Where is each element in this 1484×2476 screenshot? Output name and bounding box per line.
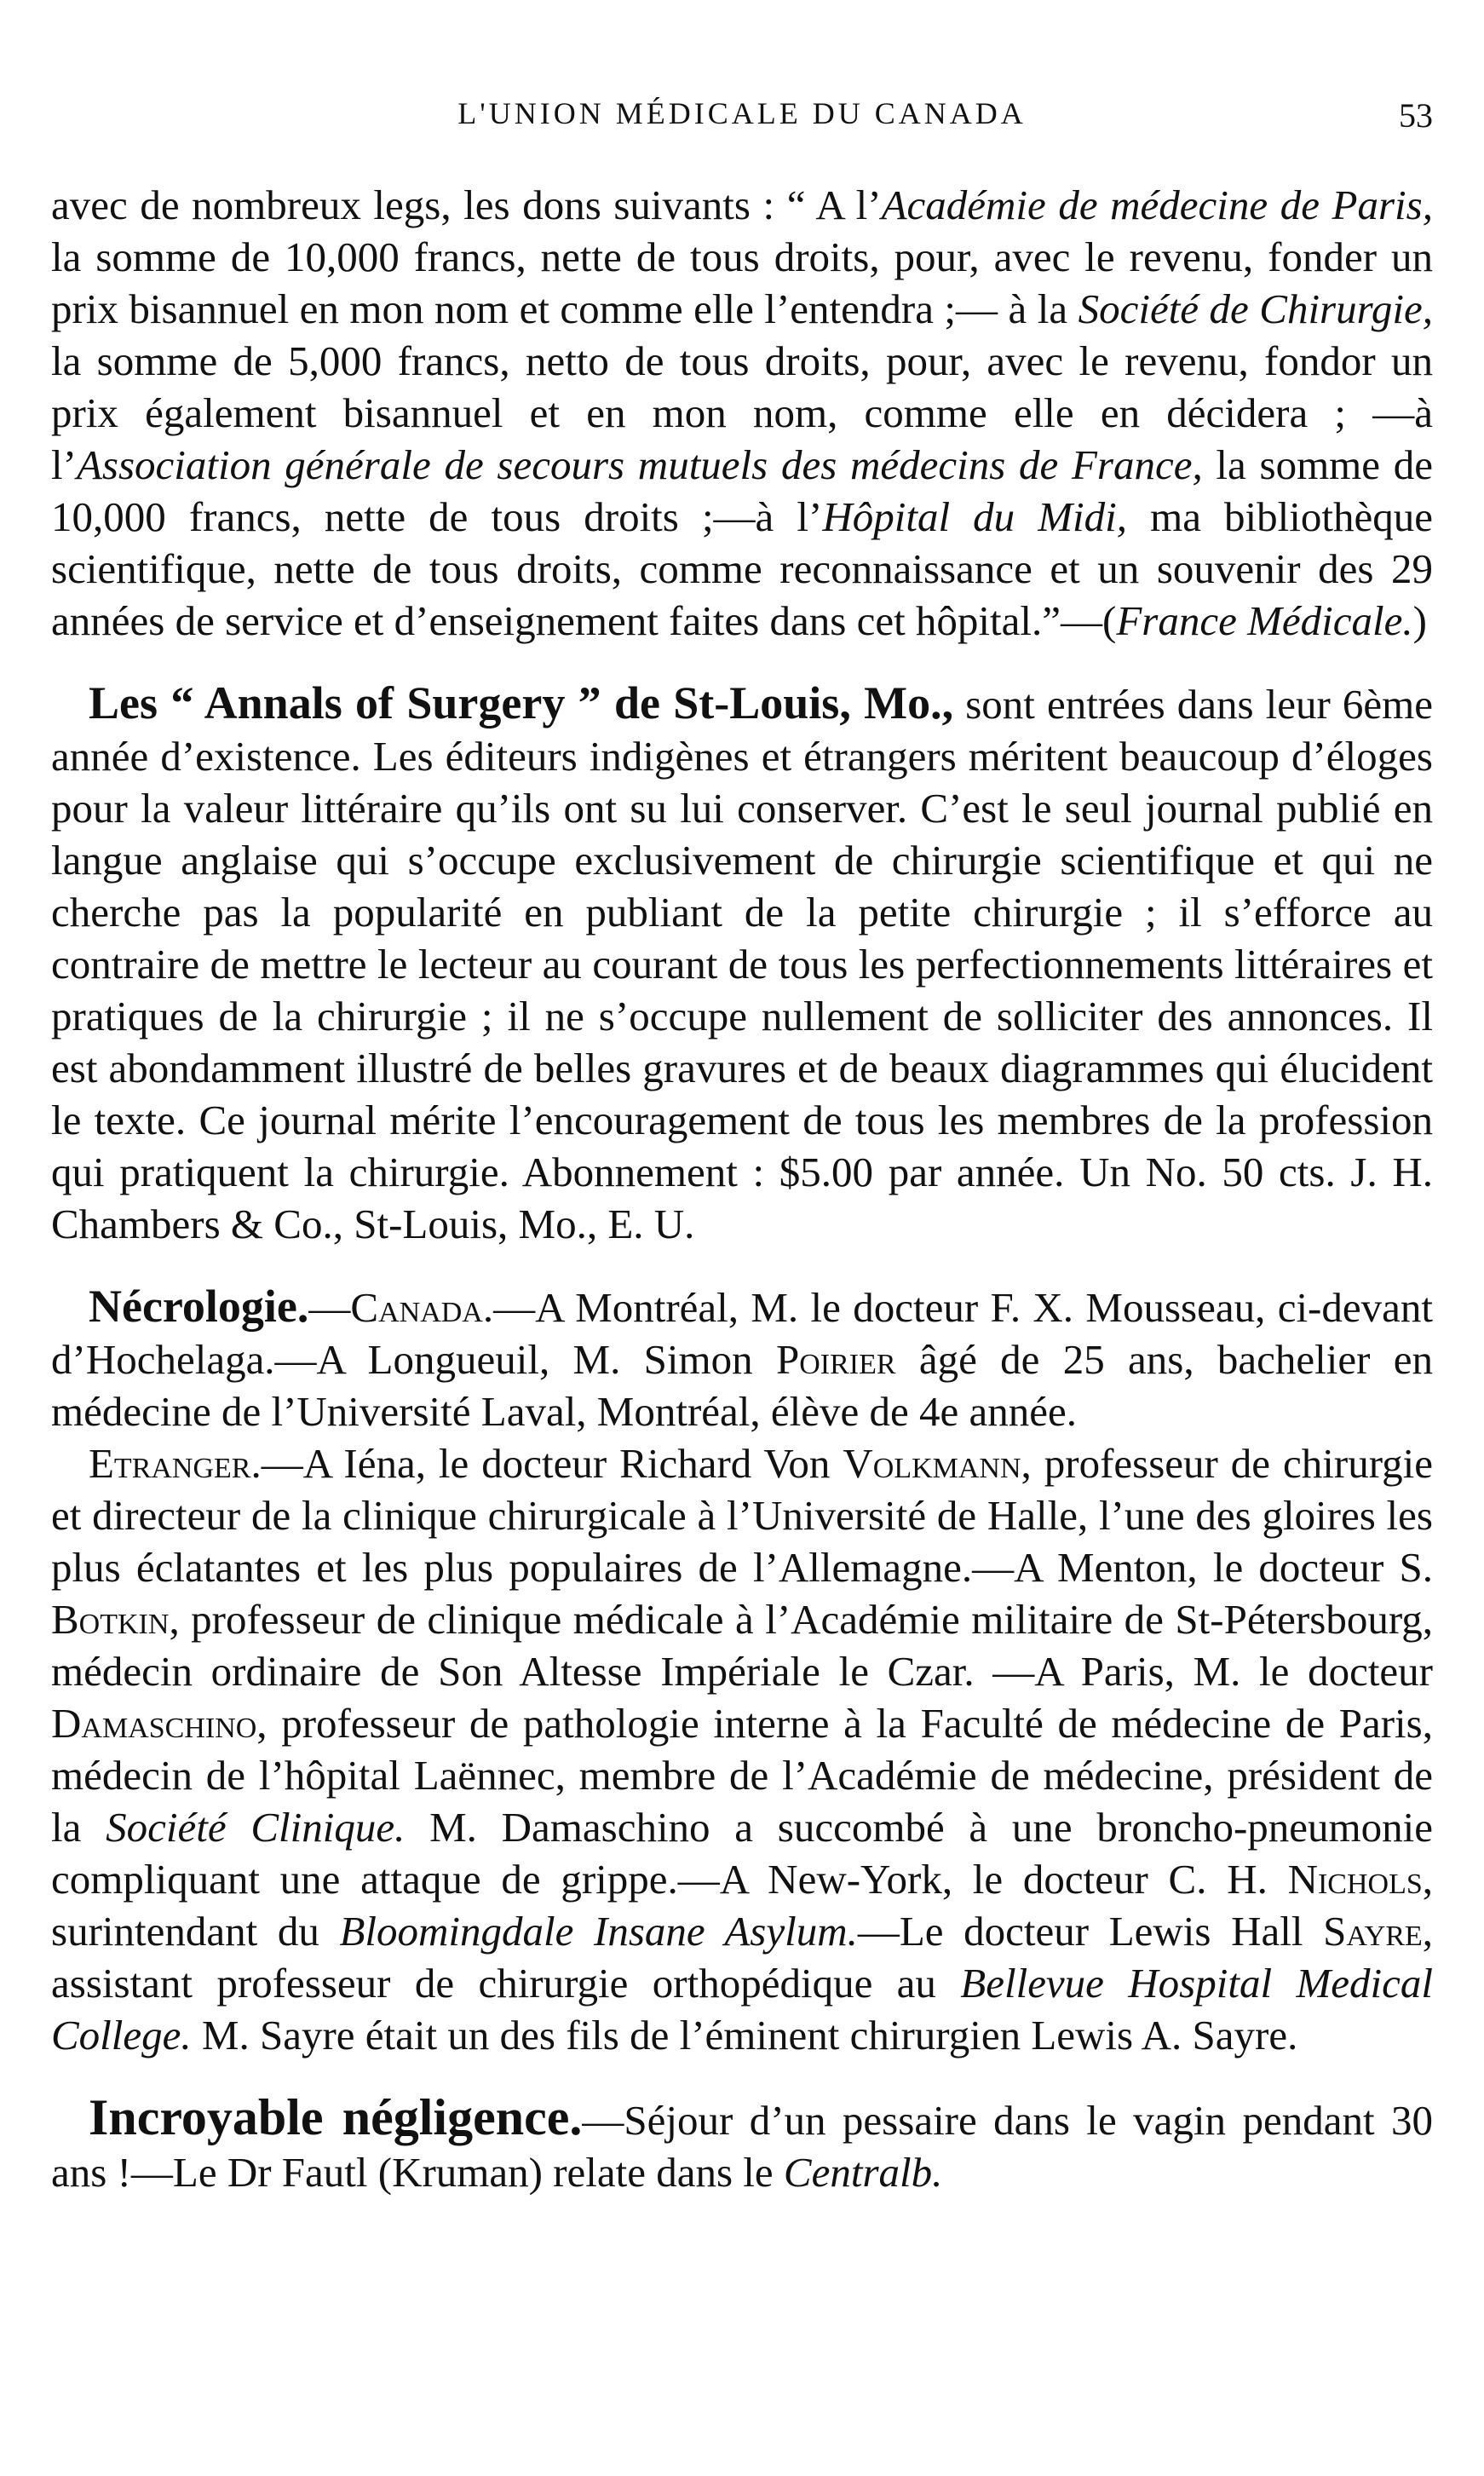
italic-run: Société de Chirurgie,	[1078, 285, 1433, 332]
paragraph-incroyable	[51, 2089, 1433, 2198]
smallcaps-run: Etranger	[89, 1440, 251, 1487]
italic-run: Hôpital du Midi,	[822, 493, 1128, 540]
text-run: M. Damaschino a succombé à une broncho-pneumonie compliquant une attaque de grippe.—A New-York, le docteur C. H.	[51, 1804, 1434, 1903]
section-heading: Les “ Annals of Surgery ” de St-Louis, Mo.,	[89, 677, 954, 728]
text-run: —	[308, 1284, 351, 1331]
section-heading: Nécrologie.	[89, 1281, 309, 1332]
smallcaps-run: Sayre	[1323, 1908, 1423, 1955]
smallcaps-run: Damaschino	[51, 1700, 257, 1747]
text-run: la somme de 5,000 francs, netto de tous droits, pour, avec le revenu, fondor un prix également bisannuel et en mon nom, comme elle en décidera ; —à l’	[51, 337, 1433, 488]
text-run: la somme de 10,000 francs, nette de tous droits ;—à l’	[51, 441, 1434, 540]
italic-run: Bloomingdale Insane Asylum.	[339, 1908, 858, 1955]
running-head	[51, 95, 1433, 147]
text-run: )	[1412, 597, 1427, 644]
article-body	[51, 179, 1433, 2198]
smallcaps-run: Poirier	[775, 1336, 896, 1383]
text-run: , professeur de chirurgie et directeur de la clinique chirurgicale à l’Université de Halle, l’une des gloires les plus éclatantes et les plus populaires de l’Allemagne.—A Menton, le docteur S.	[51, 1440, 1433, 1591]
smallcaps-run: Volkmann	[843, 1440, 1021, 1487]
journal-title: L'UNION MÉDICALE DU CANADA	[457, 96, 1027, 130]
paragraph-etranger	[51, 1437, 1433, 2061]
italic-run: Bellevue Hospital Medical College.	[51, 1960, 1433, 2059]
text-run: avec de nombreux legs, les dons suivants : “ A l’	[51, 181, 882, 228]
text-run: —Le docteur Lewis Hall	[857, 1908, 1324, 1955]
text-run: .—A Iéna, le docteur Richard Von	[250, 1440, 843, 1487]
text-run: —Séjour d’un pessaire dans le vagin pendant 30 ans !—Le Dr Fautl (Kruman) relate dans le	[51, 2097, 1433, 2196]
italic-run: Société Clinique.	[106, 1804, 406, 1851]
section-heading: Incroyable négligence.	[89, 2089, 583, 2145]
text-run: , surintendant du	[51, 1856, 1433, 1955]
page-number: 53	[1399, 96, 1433, 135]
italic-run: Académie de médecine de Paris,	[881, 181, 1433, 228]
text-run: , assistant professeur de chirurgie orthopédique au	[51, 1908, 1434, 2007]
smallcaps-run: Canada	[350, 1284, 483, 1331]
text-run: .—A Montréal, M. le docteur F. X. Mousseau, ci-devant d’Hochelaga.—A Longueuil, M. Simon	[51, 1284, 1433, 1383]
text-run: , professeur de clinique médicale à l’Académie militaire de St-Pétersbourg, médecin ordinaire de Son Altesse Impériale le Czar. —A Paris, M. le docteur	[51, 1596, 1433, 1695]
italic-run: France Médicale.	[1116, 597, 1413, 644]
italic-run: Association générale de secours mutuels des médecins de France,	[76, 441, 1203, 488]
paragraph-bequest	[51, 179, 1433, 647]
text-run: âgé de 25 ans, bachelier en médecine de l’Université Laval, Montréal, élève de 4e année.	[51, 1336, 1433, 1435]
paragraph-annals-of-surgery	[51, 677, 1433, 1250]
text-run: la somme de 10,000 francs, nette de tous droits, pour, avec le revenu, fonder un prix bisannuel en mon nom et comme elle l’entendra ;— à la	[51, 233, 1433, 332]
smallcaps-run: Botkin	[51, 1596, 170, 1643]
text-run: ma bibliothèque scientifique, nette de tous droits, comme reconnaissance et un souvenir des 29 années de service et d’enseignement faites dans cet hôpital.”—(	[51, 493, 1433, 644]
smallcaps-run: Nichols	[1287, 1856, 1423, 1903]
paragraph-necrologie	[51, 1281, 1433, 1437]
text-run: M. Sayre était un des fils de l’éminent chirurgien Lewis A. Sayre.	[191, 2012, 1298, 2059]
text-run: , professeur de pathologie interne à la Faculté de médecine de Paris, médecin de l’hôpital Laënnec, membre de l’Académie de médecine, président de la	[51, 1700, 1433, 1851]
italic-run: Centralb.	[783, 2149, 943, 2196]
text-run: sont entrées dans leur 6ème année d’existence. Les éditeurs indigènes et étrangers méritent beaucoup d’éloges pour la valeur littéraire qu’ils ont su lui conserver. C’est le seul journal publié en langue anglaise qui s’occupe exclusivement de chirurgie scientifique et qui ne cherche pas la popularité en publiant de la petite chirurgie ; il s’efforce au contraire de mettre le lecteur au courant de tous les perfectionnements littéraires et pratiques de la chirurgie ; il ne s’occupe nullement de solliciter des annonces. Il est abondamment illustré de belles gravures et de beaux diagrammes qui élucident le texte. Ce journal mérite l’encouragement de tous les membres de la profession qui pratiquent la chirurgie. Abonnement : $5.00 par année. Un No. 50 cts. J. H. Chambers & Co., St-Louis, Mo., E. U.	[51, 681, 1433, 1247]
